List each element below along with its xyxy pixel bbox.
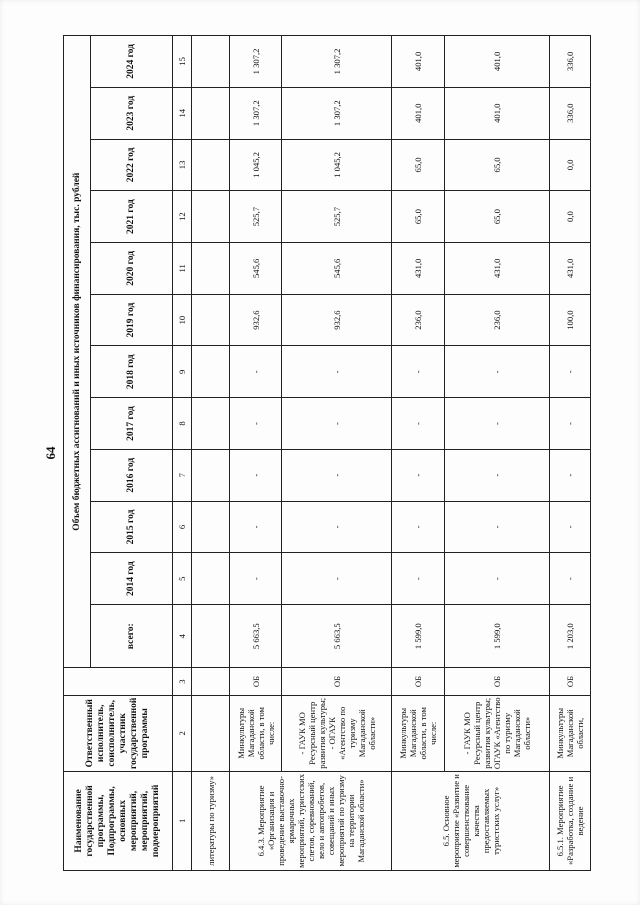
cell-value: 1 307,2 — [230, 87, 282, 139]
cell-value: - — [281, 552, 391, 604]
cell-value: - — [550, 397, 591, 449]
table-row — [230, 35, 282, 870]
cell-value: - — [281, 345, 391, 397]
col-number: 3 — [172, 667, 191, 694]
table-row — [281, 35, 391, 870]
header-name: Наименование государственной программы, Подпрограммы, основных мероприятий, мероприятий, подмероприятий — [64, 771, 173, 870]
table-row — [444, 35, 549, 870]
cell-value: 336,0 — [550, 35, 591, 87]
header-year: 2016 год — [91, 449, 173, 501]
cell-value — [192, 501, 230, 553]
header-year: 2015 год — [91, 501, 173, 553]
row-responsible: - ГАУК МО Ресурсный центр развития культуры; ОГАУК «Агентство по туризму Магаданской области» — [444, 695, 549, 771]
header-year: 2014 год — [91, 552, 173, 604]
row-responsible: - ГАУК МО Ресурсный центр развития культуры; - ОГАУК «Агентство по туризму Магаданской области» — [281, 695, 391, 771]
cell-value: 1 307,2 — [281, 35, 391, 87]
header-responsible: Ответственный исполнитель, соисполнитель, участник государственной программы — [64, 695, 173, 771]
cell-value: 525,7 — [281, 190, 391, 242]
cell-value: 431,0 — [444, 242, 549, 294]
header-year: 2022 год — [91, 139, 173, 191]
budget-table — [63, 35, 591, 871]
cell-value: 401,0 — [444, 87, 549, 139]
header-year: 2017 год — [91, 397, 173, 449]
row-responsible: Минкультуры Магаданской области, в том числе: — [230, 695, 282, 771]
cell-value: - — [230, 552, 282, 604]
cell-value: 336,0 — [550, 87, 591, 139]
cell-value: - — [392, 449, 445, 501]
col-number: 10 — [172, 294, 191, 346]
header-year: 2020 год — [91, 242, 173, 294]
header-year: 2023 год — [91, 87, 173, 139]
cell-value: - — [444, 449, 549, 501]
cell-value: - — [444, 345, 549, 397]
header-source — [64, 667, 173, 694]
col-number: 14 — [172, 87, 191, 139]
col-number: 2 — [172, 695, 191, 771]
column-numbers-row — [172, 35, 191, 870]
cell-value: 1 045,2 — [281, 139, 391, 191]
cell-value: - — [550, 449, 591, 501]
cell-value: 545,6 — [230, 242, 282, 294]
cell-value — [192, 294, 230, 346]
cell-value: - — [230, 449, 282, 501]
cell-value: 545,6 — [281, 242, 391, 294]
cell-value: - — [230, 501, 282, 553]
cell-value: - — [444, 501, 549, 553]
cell-value: 431,0 — [550, 242, 591, 294]
cell-value: - — [281, 397, 391, 449]
row-source: ОБ — [444, 667, 549, 694]
table-row — [192, 35, 230, 870]
col-number: 4 — [172, 604, 191, 667]
cell-value — [192, 242, 230, 294]
cell-value: - — [444, 397, 549, 449]
cell-value: 525,7 — [230, 190, 282, 242]
row-source: ОБ — [230, 667, 282, 694]
cell-value: 932,6 — [230, 294, 282, 346]
row-source: ОБ — [550, 667, 591, 694]
row-name: литературы по туризму» — [192, 771, 230, 870]
cell-value — [192, 552, 230, 604]
cell-value: 236,0 — [392, 294, 445, 346]
cell-value: - — [550, 552, 591, 604]
header-year: 2021 год — [91, 190, 173, 242]
row-name: 6.5. Основное мероприятие «Развитие и совершенствование качества предоставляемых туристских услуг» — [392, 771, 550, 870]
cell-value: 1 307,2 — [230, 35, 282, 87]
cell-value — [192, 449, 230, 501]
cell-value: 236,0 — [444, 294, 549, 346]
rotated-page-content — [45, 33, 595, 873]
cell-value: - — [281, 501, 391, 553]
cell-value: - — [392, 552, 445, 604]
col-number: 15 — [172, 35, 191, 87]
header-year: 2019 год — [91, 294, 173, 346]
col-number: 1 — [172, 771, 191, 870]
row-source: ОБ — [392, 667, 445, 694]
cell-value: 65,0 — [444, 190, 549, 242]
col-number: 5 — [172, 552, 191, 604]
col-number: 6 — [172, 501, 191, 553]
cell-value — [192, 139, 230, 191]
cell-value: 1 307,2 — [281, 87, 391, 139]
page-number: 64 — [43, 446, 58, 459]
cell-value: 1 599,0 — [392, 604, 445, 667]
cell-value — [192, 35, 230, 87]
cell-value — [192, 397, 230, 449]
cell-value: 1 045,2 — [230, 139, 282, 191]
col-number: 13 — [172, 139, 191, 191]
cell-value: 65,0 — [392, 190, 445, 242]
cell-value: - — [230, 397, 282, 449]
cell-value: 401,0 — [392, 87, 445, 139]
table-row — [392, 35, 445, 870]
cell-value: - — [392, 397, 445, 449]
cell-value — [192, 604, 230, 667]
row-responsible: Минкультуры Магаданской области, в том числе: — [392, 695, 445, 771]
cell-value: - — [281, 449, 391, 501]
table-row — [550, 35, 591, 870]
header-volume-title: Объем бюджетных ассигнований и иных источников финансирования, тыс. рублей — [64, 35, 91, 667]
header-year: 2018 год — [91, 345, 173, 397]
cell-value — [192, 345, 230, 397]
cell-value: 100,0 — [550, 294, 591, 346]
cell-value: - — [392, 345, 445, 397]
cell-value — [192, 190, 230, 242]
cell-value: - — [550, 345, 591, 397]
col-number: 11 — [172, 242, 191, 294]
cell-value: 0,0 — [550, 139, 591, 191]
col-number: 8 — [172, 397, 191, 449]
cell-value: 401,0 — [444, 35, 549, 87]
row-name: 6.4.3. Мероприятие «Организация и проведение выставочно-ярмарочных мероприятий, туристских слетов, соревнований, вело и автопробегов, совещаний и иных мероприятий по туризму на территории Магаданской области» — [230, 771, 392, 870]
cell-value: 5 663,5 — [230, 604, 282, 667]
row-source: ОБ — [281, 667, 391, 694]
cell-value: 5 663,5 — [281, 604, 391, 667]
cell-value: 401,0 — [392, 35, 445, 87]
cell-value: 0,0 — [550, 190, 591, 242]
cell-value: 65,0 — [392, 139, 445, 191]
row-name: 6.5.1. Мероприятие «Разработка, создание и ведение — [550, 771, 591, 870]
row-source — [192, 667, 230, 694]
header-total: всего: — [91, 604, 173, 667]
cell-value — [192, 87, 230, 139]
row-responsible — [192, 695, 230, 771]
cell-value: - — [444, 552, 549, 604]
col-number: 12 — [172, 190, 191, 242]
cell-value: 431,0 — [392, 242, 445, 294]
cell-value: 1 599,0 — [444, 604, 549, 667]
cell-value: 932,6 — [281, 294, 391, 346]
col-number: 9 — [172, 345, 191, 397]
header-year: 2024 год — [91, 35, 173, 87]
cell-value: 1 203,0 — [550, 604, 591, 667]
cell-value: - — [550, 501, 591, 553]
cell-value: - — [230, 345, 282, 397]
cell-value: - — [392, 501, 445, 553]
cell-value: 65,0 — [444, 139, 549, 191]
col-number: 7 — [172, 449, 191, 501]
row-responsible: Минкультуры Магаданской области, — [550, 695, 591, 771]
